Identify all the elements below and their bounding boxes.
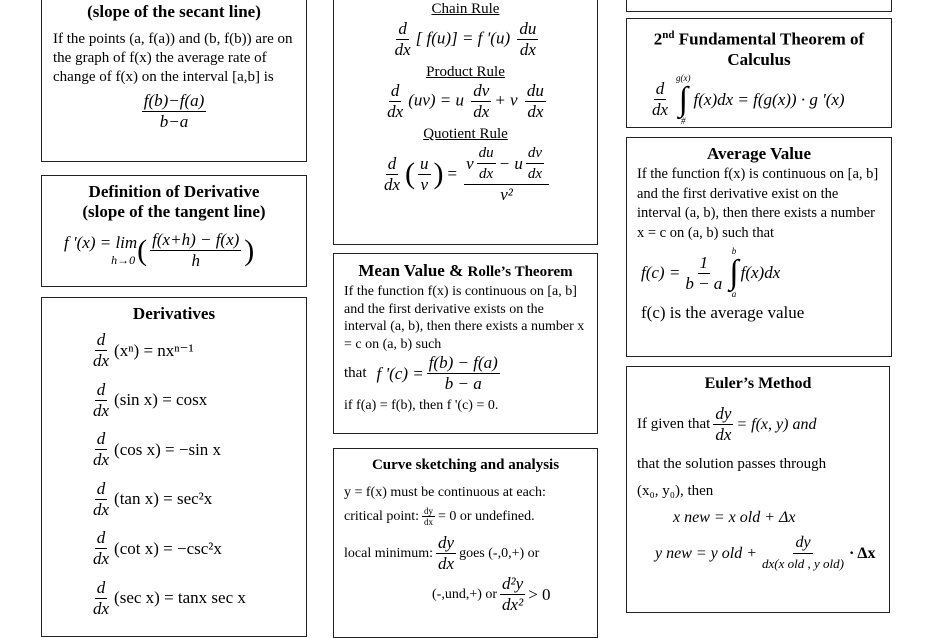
secant-title: (slope of the secant line) <box>87 2 261 21</box>
avg-note: f(c) is the average value <box>641 303 805 322</box>
curve-line4b: > 0 <box>528 585 551 604</box>
curve-box: Curve sketching and analysis y = f(x) must be continuous at each: critical point: $\frac{dy}{dx}$ = 0 or undefined. local minimum: $\frac{dy}{dx}$ goes (-,0,+) or (-,und,+) or $\frac{\text{d²y}}{\text{dx²}}$ > 0 <box>333 448 598 638</box>
derivatives-list <box>88 326 306 623</box>
avg-title: Average Value <box>706 144 812 163</box>
euler-ynew: y new = y old + <box>655 544 758 562</box>
avg-integrand: f(x)dx <box>740 263 781 282</box>
curve-line3a: local minimum: <box>344 546 434 561</box>
derivative-row: $\frac{d}{dx}$ (cot x) = −csc²x <box>93 528 222 569</box>
euler-point: (x₀, y₀), then <box>637 483 714 499</box>
euler-dxend: · Δx <box>848 544 876 562</box>
mvt-that: that <box>344 365 367 381</box>
derivdef-title2: (slope of the tangent line) <box>82 202 266 221</box>
derivative-definition-box: Definition of Derivative (slope of the tangent line) f '(x) = lim h→0 ( $\frac{f(x+h) - f(x)}{h}$ ) <box>41 175 307 287</box>
product-eq: (uv) = u <box>408 90 465 110</box>
secant-box <box>41 0 307 162</box>
curve-line1: y = f(x) must be continuous at each: <box>344 485 546 500</box>
derivative-row: $\frac{d}{dx}$ (sec x) = tanx sec x <box>93 577 246 618</box>
derivative-row: $\frac{d}{dx}$ (sin x) = cosx <box>93 379 208 420</box>
mvt-title-a: Mean Value & <box>358 261 464 280</box>
mvt-box: Mean Value & Rolle’s Theorem If the function f(x) is continuous on [a, b] and the first derivative exists on the interval (a, b), then there exists a number x = c on (a, b) such that f '(c) = $\frac{f(b) - f(a)}{b - a}$ if f(a) = f(b), then f '(c) = 0. <box>333 253 598 434</box>
quotient-fraction: v $\frac{du}{dx}$ − u $\frac{dv}{dx}$ v² <box>464 143 549 205</box>
mvt-fc: f '(c) = <box>376 364 424 383</box>
derivative-row: $\frac{d}{dx}$ (cos x) = −sin x <box>93 429 222 470</box>
ftc2-title1: 2 <box>653 29 663 49</box>
chain-eq: [ f(u)] = f '(u) <box>415 28 511 48</box>
curve-line2a: critical point: <box>344 509 420 524</box>
ftc2-title3: Calculus <box>727 49 791 69</box>
euler-box: Euler’s Method If given that $\frac{dy}{dx}$ = f(x, y) and that the solution passes through (x₀, y₀), then x new = x old + Δx y new = y old + $\frac{dy}{\text{dx(x old , y old)}}$ · Δx <box>626 366 890 613</box>
euler-xnew: x new = x old + Δx <box>673 509 796 526</box>
derivatives-box <box>41 297 307 637</box>
derivdef-title1: Definition of Derivative <box>88 182 260 201</box>
derivdef-fraction: $\frac{f(x+h) - f(x)}{h}$ <box>152 230 240 270</box>
avg-text: If the function f(x) is continuous on [a, b] and the first derivative exist on the interval (a, b), then there exists a number x = c on (a, b) such that <box>637 166 879 241</box>
chain-rule-title: Chain Rule <box>431 1 500 17</box>
euler-title: Euler’s Method <box>704 375 812 392</box>
rules-box: Chain Rule $\frac{d}{dx}$ [ f(u)] = f '(u) $\frac{du}{dx}$ Product Rule $\frac{d}{dx}$ (uv) = u $\frac{dv}{dx}$ + v $\frac{du}{dx}$ Quotient Rule $\frac{d}{dx}$ ( $\frac{u}{v}$ ) = v $\frac{du}{dx}$ − u $\frac{dv}{dx}$ v² <box>333 0 598 245</box>
curve-line4a: (-,und,+) or <box>432 587 498 602</box>
derivative-row: $\frac{d}{dx}$ (xⁿ) = nxⁿ⁻¹ <box>93 330 194 371</box>
secant-text: If the points (a, f(a)) and (b, f(b)) are on the graph of f(x) the average rate of change of f(x) on the interval [a,b] is <box>53 31 293 85</box>
euler-eq: = f(x, y) and <box>736 416 817 433</box>
derivative-row: $\frac{d}{dx}$ (tan x) = sec²x <box>93 478 213 519</box>
top-right-box-edge <box>626 0 892 12</box>
euler-passes: that the solution passes through <box>637 456 827 472</box>
mvt-title-b: Rolle’s Theorem <box>467 264 573 280</box>
derivdef-limsub: h→0 <box>111 253 136 267</box>
euler-given: If given that <box>637 416 711 432</box>
secant-fraction: $\frac{f(b)-f(a)}{b-a}$ <box>143 91 205 131</box>
product-mid: + v <box>494 90 518 110</box>
ftc2-box: 2nd Fundamental Theorem of Calculus $\frac{d}{dx}$ g(x) ∫ # f(x)dx = f(g(x)) · g '(x) <box>626 18 892 128</box>
mvt-rolle: if f(a) = f(b), then f '(c) = 0. <box>344 398 499 413</box>
ftc2-eq: f(x)dx = f(g(x)) · g '(x) <box>693 89 845 109</box>
mvt-text: If the function f(x) is continuous on [a, b] and the first derivative exists on the interval (a, b), then there exists a number x = c on (a, b) such <box>344 284 585 352</box>
quotient-rule-title: Quotient Rule <box>423 126 508 142</box>
integral-sign: ∫ <box>678 80 688 118</box>
curve-line2b: = 0 or undefined. <box>438 509 535 524</box>
curve-line3b: goes (-,0,+) or <box>459 546 540 561</box>
derivdef-lhs: f '(x) = lim <box>64 233 138 252</box>
product-rule-title: Product Rule <box>426 64 505 80</box>
avg-fc: f(c) = <box>641 263 681 282</box>
derivatives-title: Derivatives <box>132 304 216 323</box>
avg-integral-sign: ∫ <box>729 254 739 291</box>
avg-value-box: Average Value If the function f(x) is continuous on [a, b] and the first derivative exist on the interval (a, b), then there exists a number x = c on (a, b) such that f(c) = $\frac{1}{b - a}$ b ∫ a f(x)dx f(c) is the average value <box>626 137 892 357</box>
curve-title: Curve sketching and analysis <box>371 457 560 473</box>
ftc2-title2: Fundamental Theorem of <box>674 29 865 49</box>
